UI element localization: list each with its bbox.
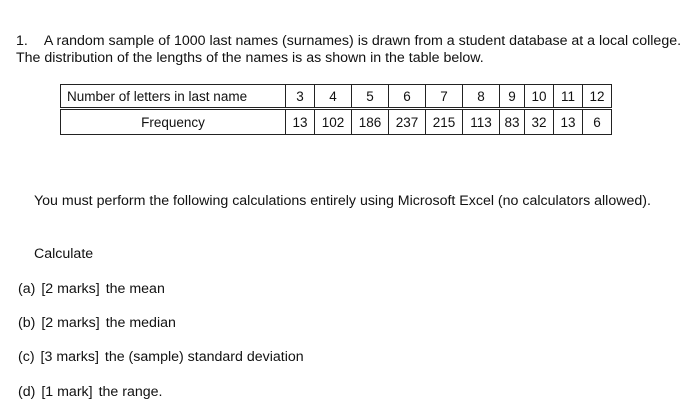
part-marks: [3 marks] xyxy=(40,349,99,365)
part-marks: [2 marks] xyxy=(41,315,100,331)
part-text: the median xyxy=(105,315,176,331)
frequency-table xyxy=(60,84,612,135)
part-a xyxy=(18,281,165,297)
frequency-cell: 113 xyxy=(463,109,500,135)
letters-row xyxy=(61,85,612,109)
part-text: the range. xyxy=(98,384,163,400)
frequency-cell: 237 xyxy=(389,109,426,135)
part-text: the (sample) standard deviation xyxy=(104,349,304,365)
frequency-cell: 215 xyxy=(426,109,463,135)
letters-cell: 8 xyxy=(463,85,500,109)
letters-cell: 12 xyxy=(583,85,612,109)
calculate-label: Calculate xyxy=(34,246,94,262)
frequency-cell: 186 xyxy=(352,109,389,135)
frequency-cell: 13 xyxy=(286,109,315,135)
letters-cell: 3 xyxy=(286,85,315,109)
letters-row-header: Number of letters in last name xyxy=(61,85,286,109)
frequency-row-header: Frequency xyxy=(61,109,286,135)
letters-cell: 5 xyxy=(352,85,389,109)
letters-cell: 10 xyxy=(525,85,554,109)
question-number: 1. xyxy=(16,33,28,49)
part-d xyxy=(18,384,163,400)
part-b xyxy=(18,315,176,331)
frequency-cell: 102 xyxy=(315,109,352,135)
part-c xyxy=(18,349,304,365)
part-text: the mean xyxy=(105,281,165,297)
part-marks: [1 mark] xyxy=(41,384,93,400)
question-text: A random sample of 1000 last names (surnames) is drawn from a student database at a local college. The distribution of the lengths of the names is as shown in the table below. xyxy=(16,33,682,66)
frequency-cell: 32 xyxy=(525,109,554,135)
part-label: (b) xyxy=(18,315,36,331)
letters-cell: 9 xyxy=(500,85,525,109)
letters-cell: 6 xyxy=(389,85,426,109)
part-label: (c) xyxy=(18,349,35,365)
frequency-row xyxy=(61,109,612,135)
letters-cell: 4 xyxy=(315,85,352,109)
question-intro xyxy=(16,33,686,67)
part-label: (d) xyxy=(18,384,36,400)
instruction-text: You must perform the following calculations entirely using Microsoft Excel (no calculators allowed). xyxy=(34,193,651,209)
letters-cell: 7 xyxy=(426,85,463,109)
frequency-cell: 13 xyxy=(554,109,583,135)
part-marks: [2 marks] xyxy=(41,281,100,297)
frequency-cell: 83 xyxy=(500,109,525,135)
frequency-cell: 6 xyxy=(583,109,612,135)
letters-cell: 11 xyxy=(554,85,583,109)
part-label: (a) xyxy=(18,281,36,297)
